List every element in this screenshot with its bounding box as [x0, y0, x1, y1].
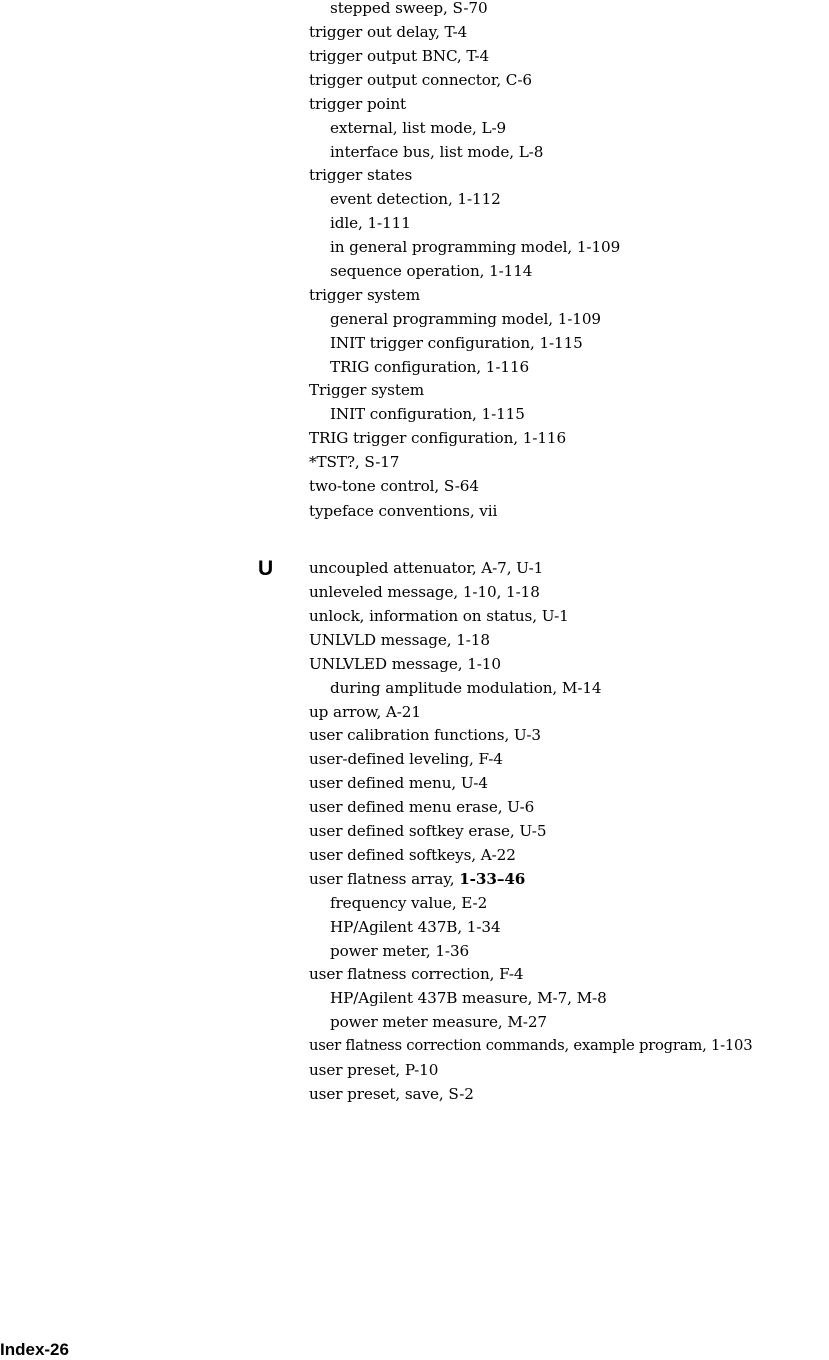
index-subentry: during amplitude modulation, M-14	[330, 679, 602, 697]
index-subentry: power meter, 1-36	[330, 942, 470, 960]
index-subentry: INIT configuration, 1-115	[330, 405, 525, 423]
index-entry: unlock, information on status, U-1	[309, 607, 569, 625]
section-letter-heading: U	[258, 557, 274, 580]
index-entry: up arrow, A-21	[309, 703, 421, 721]
index-entry: trigger states	[309, 166, 413, 184]
index-entry: *TST?, S-17	[309, 453, 400, 471]
index-entry	[309, 869, 525, 889]
index-entry: user-defined leveling, F-4	[309, 750, 503, 768]
index-entry: two-tone control, S-64	[309, 477, 479, 495]
index-entry: trigger output BNC, T-4	[309, 47, 490, 65]
index-subentry: general programming model, 1-109	[330, 310, 601, 328]
index-subentry: idle, 1-111	[330, 214, 411, 232]
index-entry: user defined menu, U-4	[309, 774, 488, 792]
index-entry: user flatness correction commands, example program, 1-103	[309, 1037, 753, 1054]
index-subentry: INIT trigger configuration, 1-115	[330, 334, 583, 352]
index-entry: user defined menu erase, U-6	[309, 798, 535, 816]
index-subentry: stepped sweep, S-70	[330, 0, 488, 17]
index-entry: Trigger system	[309, 381, 425, 399]
index-entry: user calibration functions, U-3	[309, 726, 541, 744]
index-entry: UNLVLED message, 1-10	[309, 655, 501, 673]
index-entry: user preset, P-10	[309, 1061, 439, 1079]
index-entry: TRIG trigger configuration, 1-116	[309, 429, 567, 447]
index-entry: trigger out delay, T-4	[309, 23, 468, 41]
index-subentry: TRIG configuration, 1-116	[330, 358, 530, 376]
index-subentry: event detection, 1-112	[330, 190, 501, 208]
index-entry: user flatness correction, F-4	[309, 965, 524, 983]
page-number-footer: Index-26	[0, 1340, 69, 1359]
index-subentry: frequency value, E-2	[330, 894, 488, 912]
index-entry: user preset, save, S-2	[309, 1085, 474, 1103]
index-entry: user defined softkeys, A-22	[309, 846, 516, 864]
index-entry: typeface conventions, vii	[309, 502, 498, 520]
bold-page-range: 1-33–46	[459, 870, 526, 888]
index-subentry: external, list mode, L-9	[330, 119, 507, 137]
index-subentry: HP/Agilent 437B, 1-34	[330, 918, 501, 936]
index-entry: unleveled message, 1-10, 1-18	[309, 583, 540, 601]
index-subentry: power meter measure, M-27	[330, 1013, 547, 1031]
index-entry: UNLVLD message, 1-18	[309, 631, 490, 649]
index-entry: user defined softkey erase, U-5	[309, 822, 547, 840]
index-subentry: HP/Agilent 437B measure, M-7, M-8	[330, 989, 607, 1007]
index-subentry: sequence operation, 1-114	[330, 262, 533, 280]
index-entry: trigger output connector, C-6	[309, 71, 532, 89]
index-entry: trigger system	[309, 286, 421, 304]
index-entry: uncoupled attenuator, A-7, U-1	[309, 559, 544, 577]
index-entry-text: user flatness array,	[309, 870, 460, 888]
index-subentry: in general programming model, 1-109	[330, 238, 621, 256]
index-entry: trigger point	[309, 95, 407, 113]
index-subentry: interface bus, list mode, L-8	[330, 143, 544, 161]
